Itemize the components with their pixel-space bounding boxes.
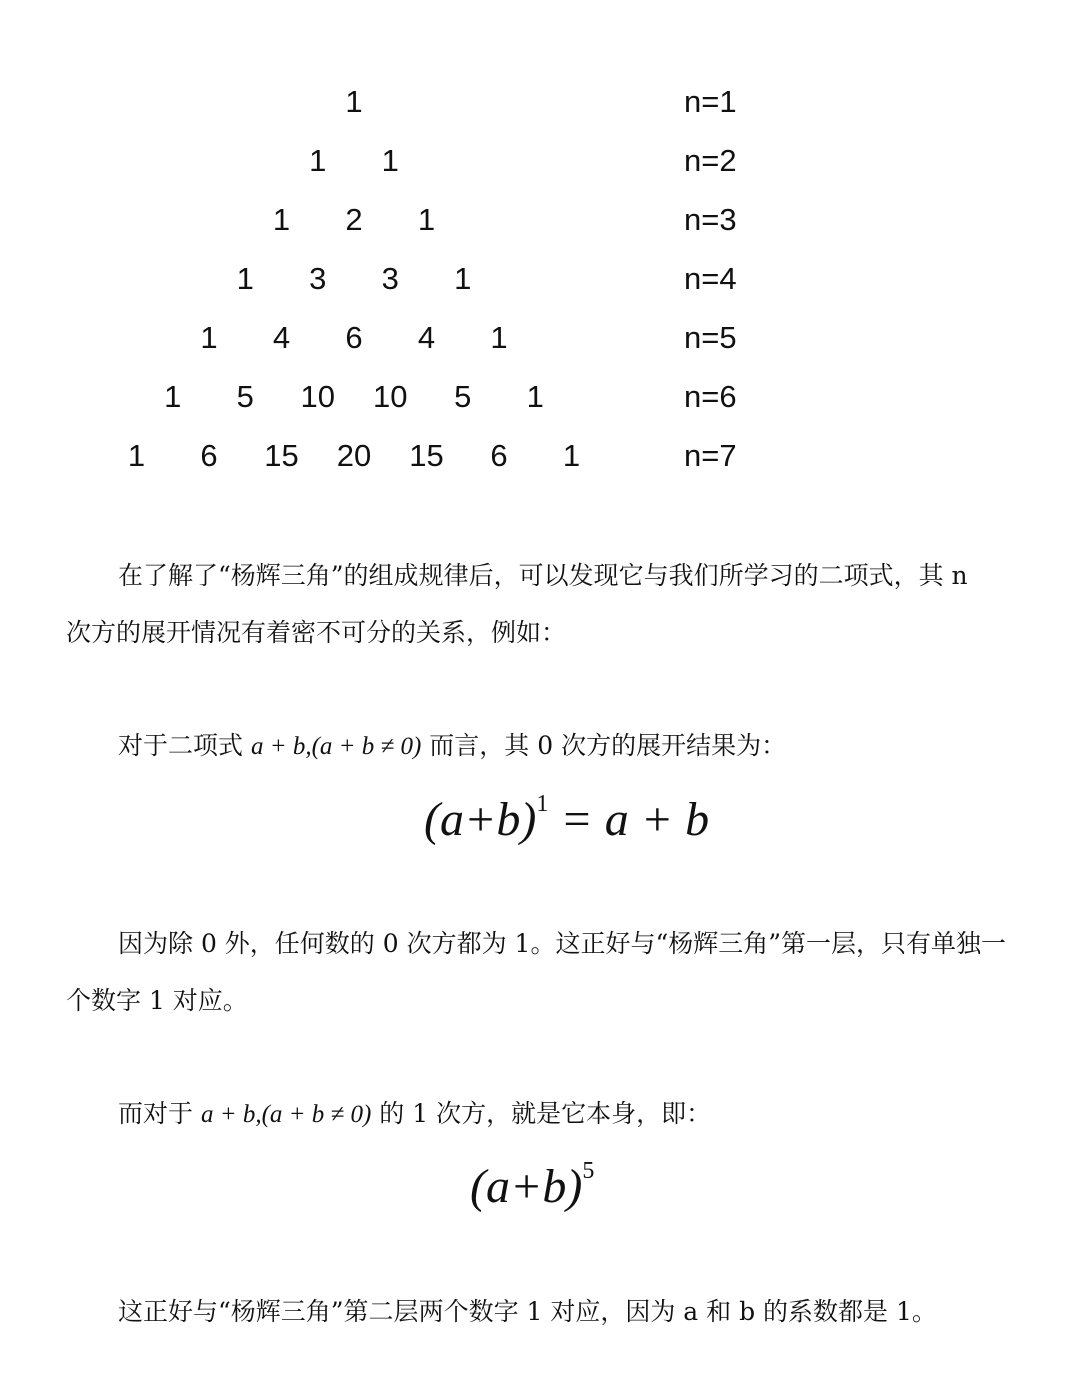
triangle-cell: 1 xyxy=(526,379,544,414)
triangle-cell: 1 xyxy=(127,438,146,473)
triangle-cell: 3 xyxy=(309,261,327,296)
paragraph-2 xyxy=(118,733,786,759)
triangle-cell: 6 xyxy=(345,320,363,355)
triangle-row-label: n=2 xyxy=(684,143,737,178)
triangle-cell: 3 xyxy=(381,261,399,296)
paragraph-4-prefix: 而对于 xyxy=(118,1099,201,1128)
triangle-cell: 1 xyxy=(562,438,581,473)
triangle-cell: 1 xyxy=(490,320,508,355)
triangle-cell: 1 xyxy=(309,143,327,178)
triangle-row-label: n=4 xyxy=(684,261,737,296)
formula-1-lhs: (a+b) xyxy=(424,793,537,846)
formula-power-5 xyxy=(470,1158,595,1213)
paragraph-2-suffix: 而言，其 0 次方的展开结果为： xyxy=(421,731,787,760)
formula-1-exponent: 1 xyxy=(536,791,549,817)
triangle-cell: 1 xyxy=(381,143,399,178)
paragraph-3-line-1: 因为除 0 外，任何数的 0 次方都为 1。这正好与“杨辉三角”第一层，只有单独一 xyxy=(118,929,1007,958)
triangle-row-label: n=1 xyxy=(684,84,737,119)
triangle-cell: 10 xyxy=(373,379,408,414)
formula-expansion-power-1 xyxy=(424,791,710,846)
triangle-cell: 15 xyxy=(264,438,299,473)
triangle-row-label: n=6 xyxy=(684,379,737,414)
paragraph-2-expression: a + b,(a + b ≠ 0) xyxy=(250,733,422,760)
triangle-cell: 1 xyxy=(454,261,472,296)
triangle-cell: 5 xyxy=(236,379,254,414)
formula-1-rhs: = a + b xyxy=(560,793,710,846)
triangle-row-label: n=5 xyxy=(684,320,737,355)
triangle-cell: 1 xyxy=(272,202,291,237)
triangle-cell: 1 xyxy=(417,202,436,237)
yang-hui-triangle xyxy=(0,0,1080,500)
paragraph-5: 这正好与“杨辉三角”第二层两个数字 1 对应，因为 a 和 b 的系数都是 1。 xyxy=(118,1297,937,1326)
triangle-row-label: n=3 xyxy=(684,202,737,237)
paragraph-3-line-2: 个数字 1 对应。 xyxy=(66,986,248,1015)
triangle-cell: 1 xyxy=(200,320,218,355)
triangle-cell: 6 xyxy=(200,438,218,473)
paragraph-1-line-1: 在了解了“杨辉三角”的组成规律后，可以发现它与我们所学习的二项式，其 n xyxy=(118,561,968,590)
triangle-cell: 20 xyxy=(336,438,372,473)
formula-2-base: (a+b) xyxy=(470,1160,583,1213)
triangle-cell: 1 xyxy=(164,379,182,414)
triangle-cell: 10 xyxy=(300,379,335,414)
paragraph-4-suffix: 的 1 次方，就是它本身，即： xyxy=(371,1099,712,1128)
paragraph-4 xyxy=(118,1101,711,1127)
paragraph-4-expression: a + b,(a + b ≠ 0) xyxy=(200,1101,372,1128)
triangle-cell: 5 xyxy=(454,379,472,414)
triangle-cell: 1 xyxy=(345,84,363,119)
formula-2-exponent: 5 xyxy=(582,1158,595,1184)
triangle-cell: 1 xyxy=(236,261,254,296)
triangle-cell: 6 xyxy=(490,438,508,473)
triangle-cell: 15 xyxy=(409,438,444,473)
paragraph-1-line-2: 次方的展开情况有着密不可分的关系，例如： xyxy=(66,618,567,647)
triangle-cell: 4 xyxy=(417,320,436,355)
triangle-cell: 2 xyxy=(345,202,363,237)
triangle-row-label: n=7 xyxy=(684,438,737,473)
paragraph-2-prefix: 对于二项式 xyxy=(118,731,251,760)
triangle-cell: 4 xyxy=(272,320,291,355)
